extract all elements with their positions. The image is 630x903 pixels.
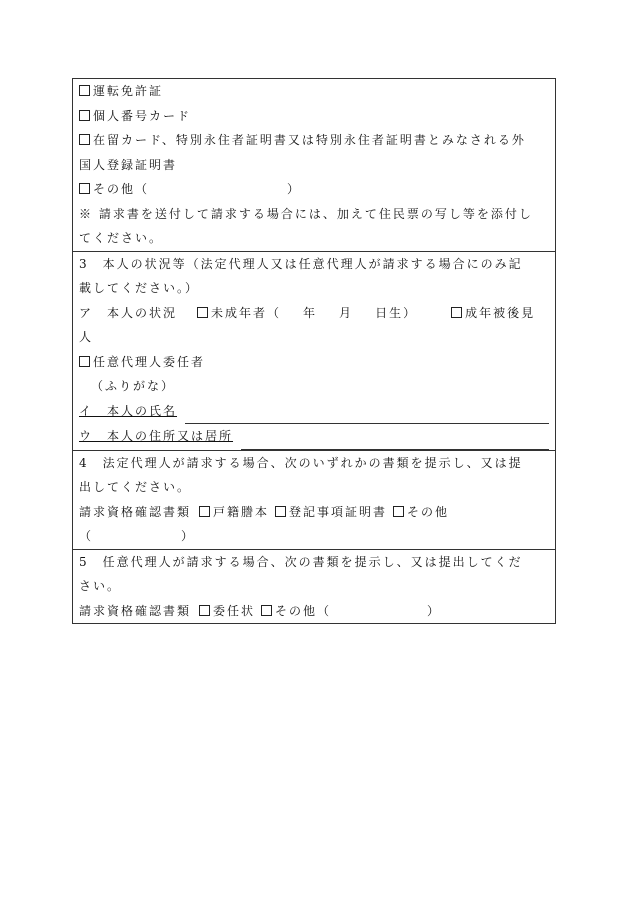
minor-checkbox[interactable] xyxy=(197,307,208,318)
principal-name-row: イ 本人の氏名 xyxy=(79,399,549,425)
option-residence-card-cont: 国人登録証明書 xyxy=(79,157,178,172)
adult-ward-checkbox[interactable] xyxy=(451,307,462,318)
section5-heading-cont: さい。 xyxy=(79,579,122,593)
principal-checkbox[interactable] xyxy=(79,356,90,367)
principal-address-row: ウ 本人の住所又は居所 xyxy=(79,424,549,450)
family-register-checkbox[interactable] xyxy=(199,506,210,517)
adult-ward-cont: 人 xyxy=(79,330,94,344)
principal-status-section xyxy=(73,251,555,450)
other-document-checkbox[interactable] xyxy=(79,183,90,194)
legal-agent-other-row: （ ） xyxy=(79,529,196,543)
furigana-label: （ふりがな） xyxy=(91,379,176,393)
identity-documents-section xyxy=(73,79,555,251)
section5-heading: 5 任意代理人が請求する場合、次の書類を提示し、又は提出してくだ xyxy=(79,554,523,569)
voluntary-agent-section xyxy=(73,549,555,624)
legal-agent-other-checkbox[interactable] xyxy=(393,506,404,517)
drivers-license-checkbox[interactable] xyxy=(79,85,90,96)
mail-request-note-cont: てください。 xyxy=(79,231,164,245)
option-other-document: その他（ ） xyxy=(79,177,549,202)
voluntary-agent-other-checkbox[interactable] xyxy=(261,605,272,616)
voluntary-agent-docs-row: 請求資格確認書類 委任状 その他（ ） xyxy=(79,603,442,618)
option-residence-card: 在留カード、特別永住者証明書又は特別永住者証明書とみなされる外 xyxy=(79,128,549,153)
mail-request-note: ※ 請求書を送付して請求する場合には、加えて住民票の写し等を添付し xyxy=(79,206,533,221)
option-my-number-card: 個人番号カード xyxy=(79,104,549,129)
request-form-table xyxy=(72,78,556,624)
principal-name-field[interactable] xyxy=(185,399,549,425)
option-drivers-license: 運転免許証 xyxy=(79,79,549,104)
power-of-attorney-checkbox[interactable] xyxy=(199,605,210,616)
section4-heading: 4 法定代理人が請求する場合、次のいずれかの書類を提示し、又は提 xyxy=(79,455,523,470)
my-number-card-checkbox[interactable] xyxy=(79,110,90,121)
registry-certificate-checkbox[interactable] xyxy=(275,506,286,517)
option-principal: 任意代理人委任者 xyxy=(79,350,549,375)
residence-card-checkbox[interactable] xyxy=(79,134,90,145)
section3-heading: 3 本人の状況等（法定代理人又は任意代理人が請求する場合にのみ記 xyxy=(79,256,523,271)
section3-heading-cont: 載してください。） xyxy=(79,281,200,295)
legal-agent-section xyxy=(73,450,555,549)
principal-address-field[interactable] xyxy=(241,424,549,450)
principal-status-row: ア 本人の状況 未成年者（ 年 月 日生） 成年被後見 xyxy=(79,305,536,320)
legal-agent-docs-row: 請求資格確認書類 戸籍謄本 登記事項証明書 その他 xyxy=(79,504,450,519)
section4-heading-cont: 出してください。 xyxy=(79,480,192,494)
